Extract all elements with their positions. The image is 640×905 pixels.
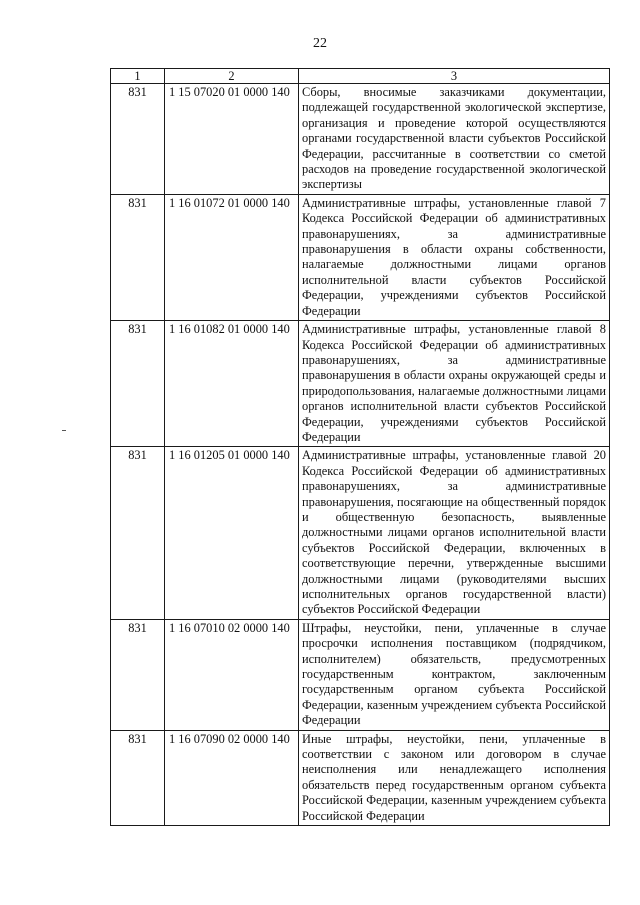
admin-code-cell: 831 (111, 619, 165, 730)
revenue-code-cell: 1 16 07090 02 0000 140 (165, 730, 299, 825)
description-cell: Штрафы, неустойки, пени, уплаченные в случае просрочки исполнения поставщиком (подрядчиком, исполнителем) обязательств, предусмотренных государственным контрактом, заключенным государственным органом субъекта Российской Федерации, казенным учреждением субъекта Российской Федерации (299, 619, 610, 730)
revenue-code-cell: 1 15 07020 01 0000 140 (165, 84, 299, 195)
revenue-code-cell: 1 16 01205 01 0000 140 (165, 447, 299, 619)
column-header-description: 3 (299, 69, 610, 84)
margin-mark (62, 430, 66, 431)
description-cell: Административные штрафы, установленные главой 8 Кодекса Российской Федерации об административных правонарушениях, за административные правонарушения в области охраны окружающей среды и природопользования, налагаемые должностными лицами органов исполнительной власти субъектов Российской Федерации, учреждениями субъектов Российской Федерации (299, 321, 610, 447)
table-row (111, 619, 610, 730)
revenue-code-cell: 1 16 01072 01 0000 140 (165, 194, 299, 320)
table-row (111, 447, 610, 619)
revenue-code-cell: 1 16 01082 01 0000 140 (165, 321, 299, 447)
admin-code-cell: 831 (111, 447, 165, 619)
table-header-row (111, 69, 610, 84)
admin-code-cell: 831 (111, 84, 165, 195)
description-cell: Административные штрафы, установленные главой 7 Кодекса Российской Федерации об административных правонарушениях, за административные правонарушения в области охраны собственности, налагаемые должностными лицами органов исполнительной власти субъектов Российской Федерации, учреждениями субъектов Российской Федерации (299, 194, 610, 320)
description-cell: Административные штрафы, установленные главой 20 Кодекса Российской Федерации об административных правонарушениях, за административные правонарушения, посягающие на общественный порядок и общественную безопасность, выявленные должностными лицами органов исполнительной власти субъектов Российской Федерации, включенных в соответствующие перечни, утвержденные высшими должностными лицами (руководителями высших исполнительных органов государственной власти) субъектов Российской Федерации (299, 447, 610, 619)
budget-codes-table (110, 68, 610, 826)
admin-code-cell: 831 (111, 730, 165, 825)
column-header-code: 2 (165, 69, 299, 84)
table-row (111, 730, 610, 825)
admin-code-cell: 831 (111, 321, 165, 447)
column-header-admin: 1 (111, 69, 165, 84)
revenue-code-cell: 1 16 07010 02 0000 140 (165, 619, 299, 730)
page-number: 22 (313, 36, 327, 51)
table-row (111, 84, 610, 195)
admin-code-cell: 831 (111, 194, 165, 320)
description-cell: Иные штрафы, неустойки, пени, уплаченные в соответствии с законом или договором в случае неисполнения или ненадлежащего исполнения обязательств перед государственным органом субъекта Российской Федерации, казенным учреждением субъекта Российской Федерации (299, 730, 610, 825)
table-row (111, 321, 610, 447)
table-row (111, 194, 610, 320)
description-cell: Сборы, вносимые заказчиками документации, подлежащей государственной экологической экспертизе, организация и проведение которой осуществляются органами государственной власти субъектов Российской Федерации, рассчитанные в соответствии со сметой расходов на проведение государственной экологической экспертизы (299, 84, 610, 195)
